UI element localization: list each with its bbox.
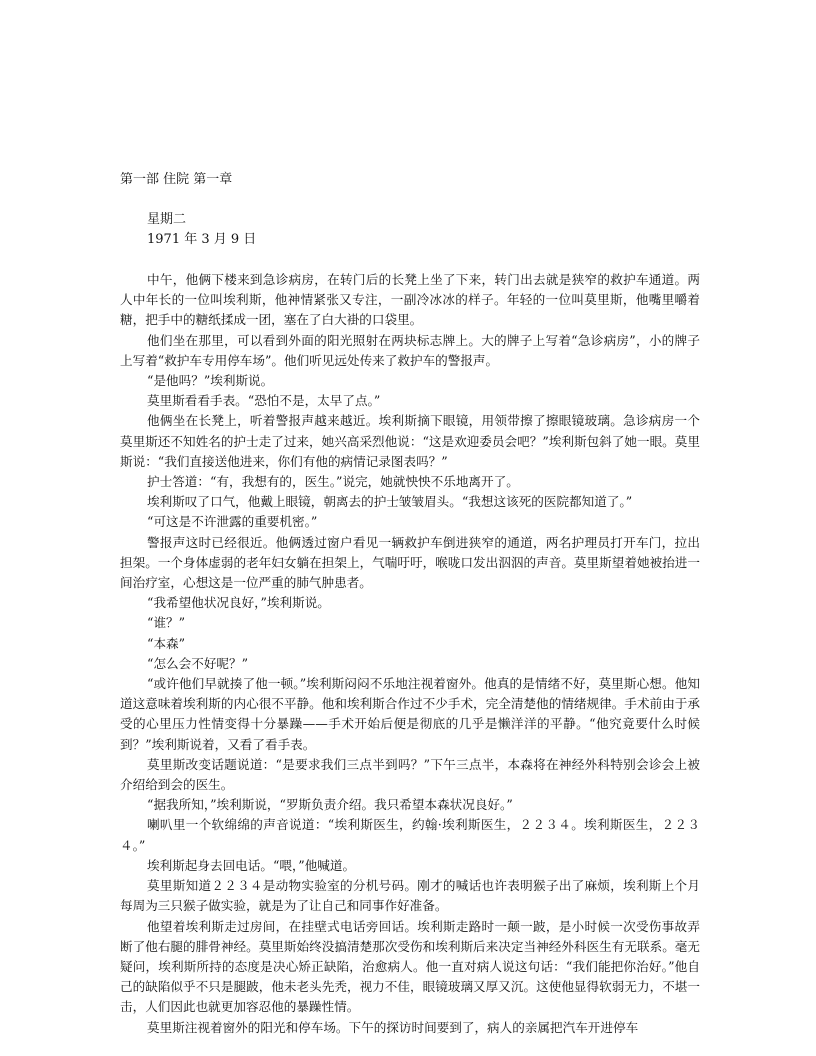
body-paragraph: “或许他们早就揍了他一顿。”埃利斯闷闷不乐地注视着窗外。他真的是情绪不好，莫里斯心想。他知道这意味着埃利斯的内心很不平静。他和埃利斯合作过不少手术，完全清楚他的情绪规律。手术前由于承受的心里压力性情变得十分暴躁——手术开始后便是彻底的几乎是懒洋洋的平静。“他究竟要什么时候到？”埃利斯说着，又看了看手表。 (120, 676, 700, 752)
body-paragraph: 埃利斯叹了口气，他戴上眼镜，朝离去的护士皱皱眉头。“我想这该死的医院都知道了。” (147, 494, 633, 510)
date-line: 1971 年 3 月 9 日 (147, 232, 257, 247)
body-paragraph: 他俩坐在长凳上，听着警报声越来越近。埃利斯摘下眼镜，用领带擦了擦眼镜玻璃。急诊病房一个莫里斯还不知姓名的护士走了过来，她兴高采烈他说：“这是欢迎委员会吧？”埃利斯包斜了她一眼。莫里斯说：“我们直接送他进来，你们有他的病情记录图表吗？” (120, 413, 700, 469)
body-paragraph: 护士答道：“有，我想有的，医生。”说完，她就怏怏不乐地离开了。 (147, 474, 519, 490)
body-paragraph: 莫里斯改变话题说道：“是要求我们三点半到吗？”下午三点半，本森将在神经外科特别会诊会上被介绍给到会的医生。 (120, 756, 700, 793)
body-paragraph: 莫里斯注视着窗外的阳光和停车场。下午的探访时间要到了，病人的亲属把汽车开进停车 (147, 1019, 639, 1035)
body-paragraph: “怎么会不好呢？” (147, 655, 249, 671)
day-line: 星期二 (147, 212, 187, 227)
body-paragraph: 喇叭里一个软绵绵的声音说道：“埃利斯医生，约翰·埃利斯医生，２２３４。埃利斯医生，２２３４。” (120, 817, 700, 853)
document-page (120, 170, 700, 1038)
body-paragraph: “可这是不许泄露的重要机密。” (147, 514, 318, 530)
chapter-heading: 第一部 住院 第一章 (120, 172, 233, 187)
body-paragraph: 莫里斯看看手表。“恐怕不是，太早了点。” (147, 393, 381, 409)
body-paragraph: 他们坐在那里，可以看到外面的阳光照射在两块标志牌上。大的牌子上写着“急诊病房”，小的牌子上写着“救护车专用停车场”。他们听见远处传来了救护车的警报声。 (120, 332, 700, 368)
body-paragraph: 埃利斯起身去回电话。“喂，”他喊道。 (147, 857, 356, 873)
body-paragraph: “是他吗？”埃利斯说。 (147, 373, 274, 389)
body-paragraph: “本森” (147, 635, 186, 651)
body-paragraph: “谁？” (147, 615, 186, 631)
body-paragraph: “据我所知，”埃利斯说，“罗斯负责介绍。我只希望本森状况良好。” (147, 797, 513, 813)
body-paragraph: 警报声这时已经很近。他俩透过窗户看见一辆救护车倒进狭窄的通道，两名护理员打开车门，拉出担架。一个身体虚弱的老年妇女躺在担架上，气喘吁吁，喉咙口发出泅泅的声音。莫里斯望着她被抬进一间治疗室，心想这是一位严重的肺气肿患者。 (120, 534, 700, 591)
body-paragraph: 中午，他俩下楼来到急诊病房，在转门后的长凳上坐了下来，转门出去就是狭窄的救护车通道。两人中年长的一位叫埃利斯，他神情紧张又专注，一副冷冰冰的样子。年轻的一位叫莫里斯，他嘴里嚼着糖，把手中的糖纸揉成一团，塞在了白大褂的口袋里。 (120, 272, 700, 328)
body-paragraph: 他望着埃利斯走过房间，在挂壁式电话旁回话。埃利斯走路时一颠一跛，是小时候一次受伤事故弄断了他右腿的腓骨神经。莫里斯始终没搞清楚那次受伤和埃利斯后来决定当神经外科医生有无联系。毫无疑问，埃利斯所持的态度是决心矫正缺陷，治愈病人。他一直对病人说这句话：“我们能把你治好。”他自己的缺陷似乎不只是腿跛，他未老头先秃，视力不佳，眼镜玻璃又厚又沉。这使他显得软弱无力，不堪一击，人们因此也就更加容忍他的暴躁性情。 (120, 918, 700, 1015)
body-paragraph: “我希望他状况良好，”埃利斯说。 (147, 595, 330, 611)
body-paragraph: 莫里斯知道２２３４是动物实验室的分机号码。刚才的喊话也许表明猴子出了麻烦，埃利斯上个月每周为三只猴子做实验，就是为了让自己和同事作好准备。 (120, 878, 700, 914)
